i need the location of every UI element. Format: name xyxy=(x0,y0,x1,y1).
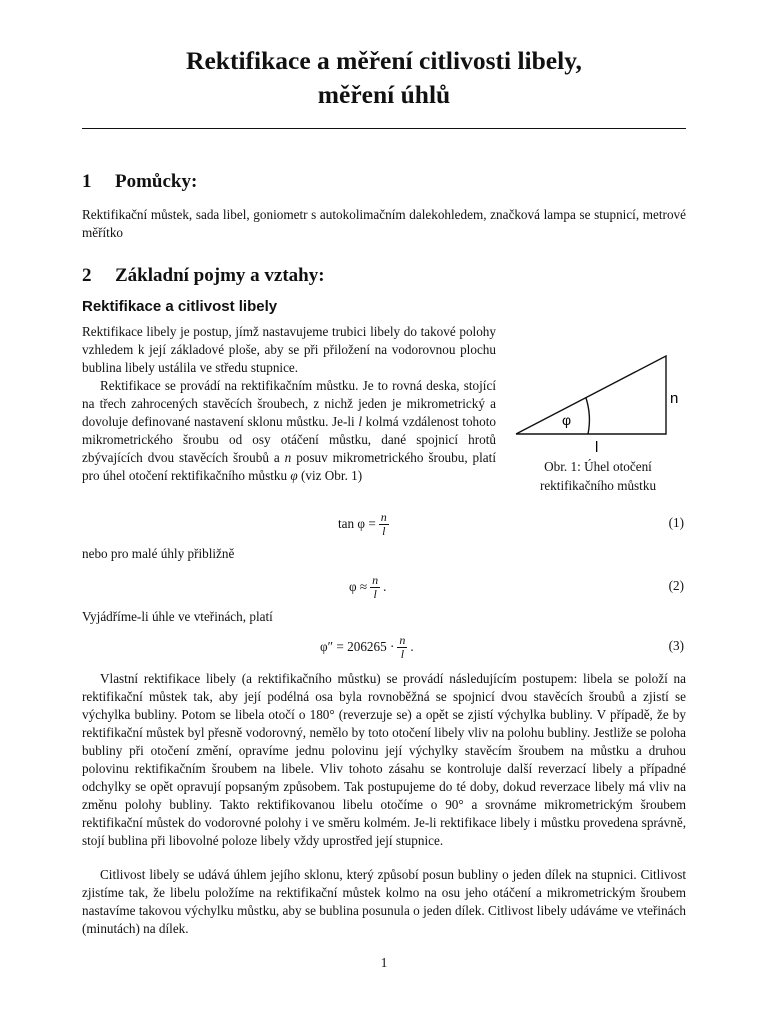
title-rule xyxy=(82,128,686,129)
p2-var-l: l xyxy=(358,414,363,429)
document-title xyxy=(82,44,686,112)
p2-text-c: posuv mikrometrického šroubu, platí pro úhel otočení rektifikačního můstku xyxy=(82,450,496,483)
equation-1-fraction xyxy=(379,510,389,539)
section-2-number: 2 xyxy=(82,265,92,286)
equation-2-numerator: n xyxy=(372,572,379,587)
equation-1-denominator: l xyxy=(382,524,386,539)
section-1-title: Pomůcky: xyxy=(115,171,198,192)
page xyxy=(82,0,686,1024)
paragraph-rektifikace-postup: Vlastní rektifikace libely (a rektifikačního můstku) se provádí následujícím postupem: libela se položí na rektifikační můstek tak, aby její podélná osa byla rovnoběžná se spojnicí dvou stavěcích šroubů a zjistí se výchylka bubliny. Potom se libela otočí o 180° (reverzuje se) a opět se zjistí výchylka bubliny. V případě, že by rektifikační můstek byl přesně vodorovný, nemělo by toto otočení libely vliv na polohu bubliny. Jestliže se poloha bubliny při otočení změní, opravíme jednu polovinu její výchylky stavěcím šroubem na můstku a druhou polovinu rektifikačním šroubem na libele. Vliv tohoto zásahu se kontroluje další reverzací libely a případné odchylky se opět opravují popsaným způsobem. Tak postupujeme do té doby, dokud reverzace libely má vliv na změnu polohy bubliny. Takto rektifikovanou libelu otočíme o 90° a srovnáme mikrometrickým šroubem rektifikační můstek do vodorovné polohy i ve směru kolmém. Je-li rektifikace libely i můstku provedena správně, stojí bublina při libovolné poloze libely vždy uprostřed její stupnice. xyxy=(82,671,686,848)
section-1-text: Rektifikační můstek, sada libel, goniometr s autokolimačním dalekohledem, značková lampa se stupnicí, metrové měřítko xyxy=(82,207,686,240)
figure-label-l: l xyxy=(595,439,599,456)
p2-var-phi: φ xyxy=(290,468,298,483)
p2-text-b: kolmá vzdálenost tohoto mikrometrického šroubu od osy otáčení můstku, dané spojnicí hrotů zbývajících dvou stavěcích šroubů a xyxy=(82,414,496,465)
page-number: 1 xyxy=(380,955,388,970)
equation-3-intro: Vyjádříme-li úhle ve vteřinách, platí xyxy=(82,609,273,624)
equation-3-numerator: n xyxy=(399,632,406,647)
section-2-heading xyxy=(82,264,325,288)
title-line-1: Rektifikace a měření citlivosti libely, xyxy=(186,46,582,75)
p2-var-n: n xyxy=(284,450,292,465)
title-line-2: měření úhlů xyxy=(317,80,451,109)
figure-caption-line-1: Obr. 1: Úhel otočení xyxy=(544,459,652,474)
equation-1-lhs: tan φ = xyxy=(338,516,376,531)
subsection-heading: Rektifikace a citlivost libely xyxy=(82,298,278,315)
figure-caption-line-2: rektifikačního můstku xyxy=(539,478,657,493)
equation-3-tail: . xyxy=(410,639,414,654)
p2-text-a: Rektifikace se provádí na rektifikačním můstku. Je to rovná deska, stojící na třech zahrocených stavěcích šroubech, z nichž jeden je mikrometrický a dovoluje definované nastavení sklonu můstku. Je-li xyxy=(82,378,496,429)
equation-1 xyxy=(82,504,686,544)
equation-2 xyxy=(82,567,686,607)
equation-1-numerator: n xyxy=(380,509,387,524)
paragraph-rektifikacni-mustek xyxy=(82,377,496,485)
equation-2-number: (2) xyxy=(668,578,684,593)
triangle-outline xyxy=(516,356,666,434)
section-1-heading xyxy=(82,170,197,194)
equation-2-lhs: φ ≈ xyxy=(349,579,368,594)
section-1-number: 1 xyxy=(82,171,92,192)
equation-3-fraction xyxy=(397,633,407,662)
equation-3-denominator: l xyxy=(400,647,405,662)
equation-2-fraction xyxy=(370,573,380,602)
paragraph-citlivost-libely: Citlivost libely se udává úhlem jejího sklonu, který způsobí posun bubliny o jeden dílek na stupnici. Citlivost zjistíme tak, že libelu položíme na rektifikační můstek kolmo na osu jeho otáčení a mikrometrickým šroubem nastavíme takovou výchylku můstku, aby se bublina posunula o jeden dílek. Citlivost libely udáváme ve vteřinách (minutách) na dílek. xyxy=(82,867,686,936)
equation-3-number: (3) xyxy=(668,638,684,653)
equation-2-denominator: l xyxy=(373,587,377,602)
equation-3-lhs: φ″ = 206265 · xyxy=(320,639,395,654)
equation-2-tail: . xyxy=(383,579,387,594)
angle-arc xyxy=(586,398,589,434)
figure-label-phi: φ xyxy=(562,412,572,428)
figure-caption xyxy=(512,457,684,495)
equation-1-number: (1) xyxy=(668,515,684,530)
equation-3 xyxy=(82,627,686,667)
figure-label-n: n xyxy=(670,390,679,407)
paragraph-rektifikace-definition: Rektifikace libely je postup, jímž nastavujeme trubici libely do takové polohy vzhledem k její základové ploše, aby se při přiložení na vodorovnou plochu bublina libely ustálila ve středu stupnice. xyxy=(82,324,496,375)
p2-text-d: (viz Obr. 1) xyxy=(297,468,363,483)
section-2-title: Základní pojmy a vztahy: xyxy=(115,265,325,286)
equation-2-intro: nebo pro malé úhly přibližně xyxy=(82,546,235,561)
